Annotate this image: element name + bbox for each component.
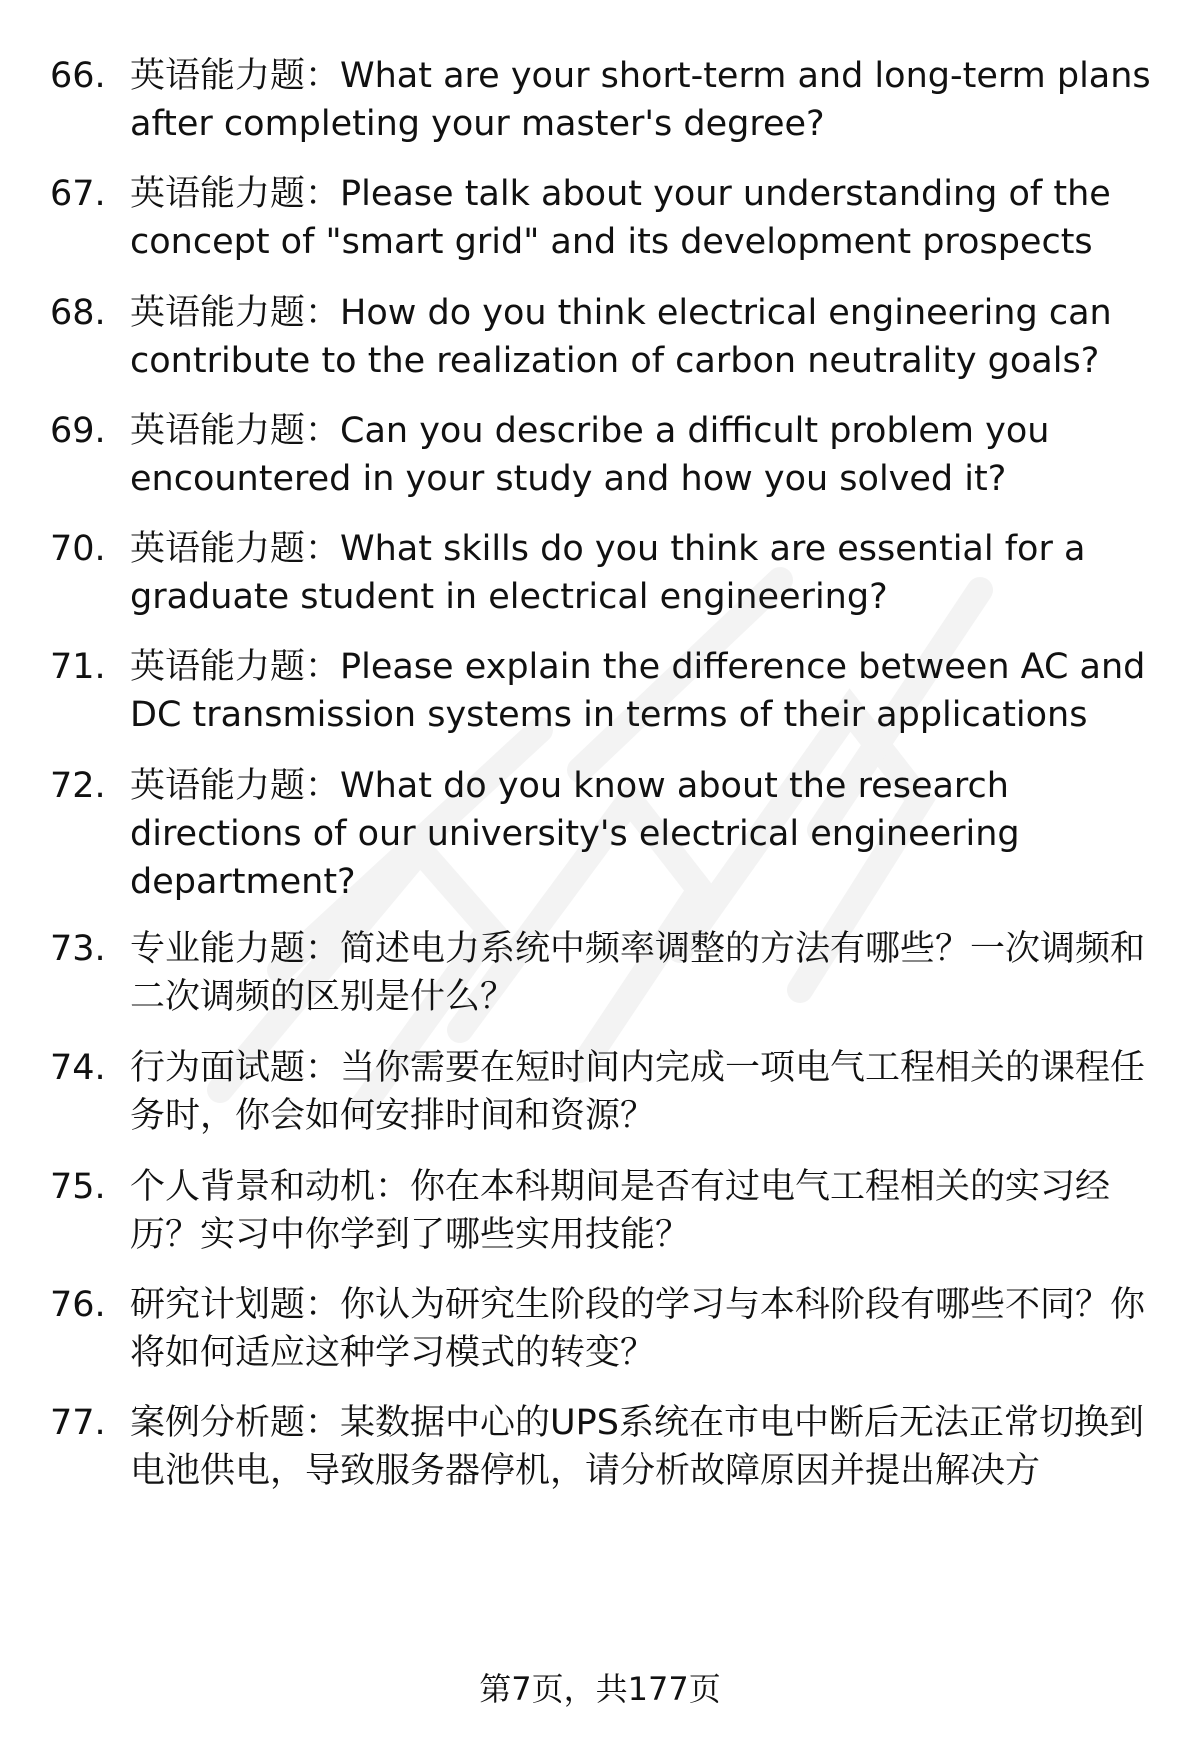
question-number: 72. (50, 766, 106, 806)
question-number: 77. (50, 1403, 106, 1443)
question-text: 英语能力题：What are your short-term and long-term plans after completing your master's degree? (130, 56, 1151, 144)
question-text: 英语能力题：Can you describe a difficult problem you encountered in your study and how you solved it? (130, 411, 1050, 499)
question-text: 专业能力题：简述电力系统中频率调整的方法有哪些？一次调频和二次调频的区别是什么？ (130, 929, 1146, 1017)
question-number: 75. (50, 1167, 106, 1207)
question-text: 英语能力题：What skills do you think are essential for a graduate student in electrical engineering? (130, 529, 1086, 617)
question-item (50, 1281, 1160, 1377)
question-item (50, 1399, 1160, 1495)
question-number: 74. (50, 1048, 106, 1088)
question-number: 76. (50, 1285, 106, 1325)
question-text: 英语能力题：Please explain the difference between AC and DC transmission systems in terms of their applications (130, 647, 1146, 735)
question-item (50, 525, 1160, 621)
question-number: 69. (50, 411, 106, 451)
question-item (50, 1044, 1160, 1140)
question-item (50, 643, 1160, 739)
question-number: 66. (50, 56, 106, 96)
question-item (50, 52, 1160, 148)
question-text: 案例分析题：某数据中心的UPS系统在市电中断后无法正常切换到电池供电，导致服务器停机，请分析故障原因并提出解决方 (130, 1403, 1144, 1491)
question-number: 70. (50, 529, 106, 569)
page-footer: 第7页，共177页 (479, 1670, 721, 1708)
question-number: 71. (50, 647, 106, 687)
question-item (50, 762, 1160, 906)
question-text: 英语能力题：Please talk about your understanding of the concept of "smart grid" and its development prospects (130, 174, 1111, 262)
question-item (50, 407, 1160, 503)
question-text: 个人背景和动机：你在本科期间是否有过电气工程相关的实习经历？实习中你学到了哪些实用技能？ (130, 1167, 1111, 1255)
question-text: 英语能力题：How do you think electrical engineering can contribute to the realization of carbon neutrality goals? (130, 293, 1112, 381)
question-text: 英语能力题：What do you know about the research directions of our university's electrical engineering department? (130, 766, 1020, 902)
question-item (50, 1163, 1160, 1259)
question-text: 行为面试题：当你需要在短时间内完成一项电气工程相关的课程任务时，你会如何安排时间和资源？ (130, 1048, 1146, 1136)
question-item (50, 170, 1160, 266)
question-number: 68. (50, 293, 106, 333)
question-number: 67. (50, 174, 106, 214)
question-text: 研究计划题：你认为研究生阶段的学习与本科阶段有哪些不同？你将如何适应这种学习模式的转变？ (130, 1285, 1146, 1373)
question-item (50, 289, 1160, 385)
question-item (50, 925, 1160, 1021)
question-number: 73. (50, 929, 106, 969)
